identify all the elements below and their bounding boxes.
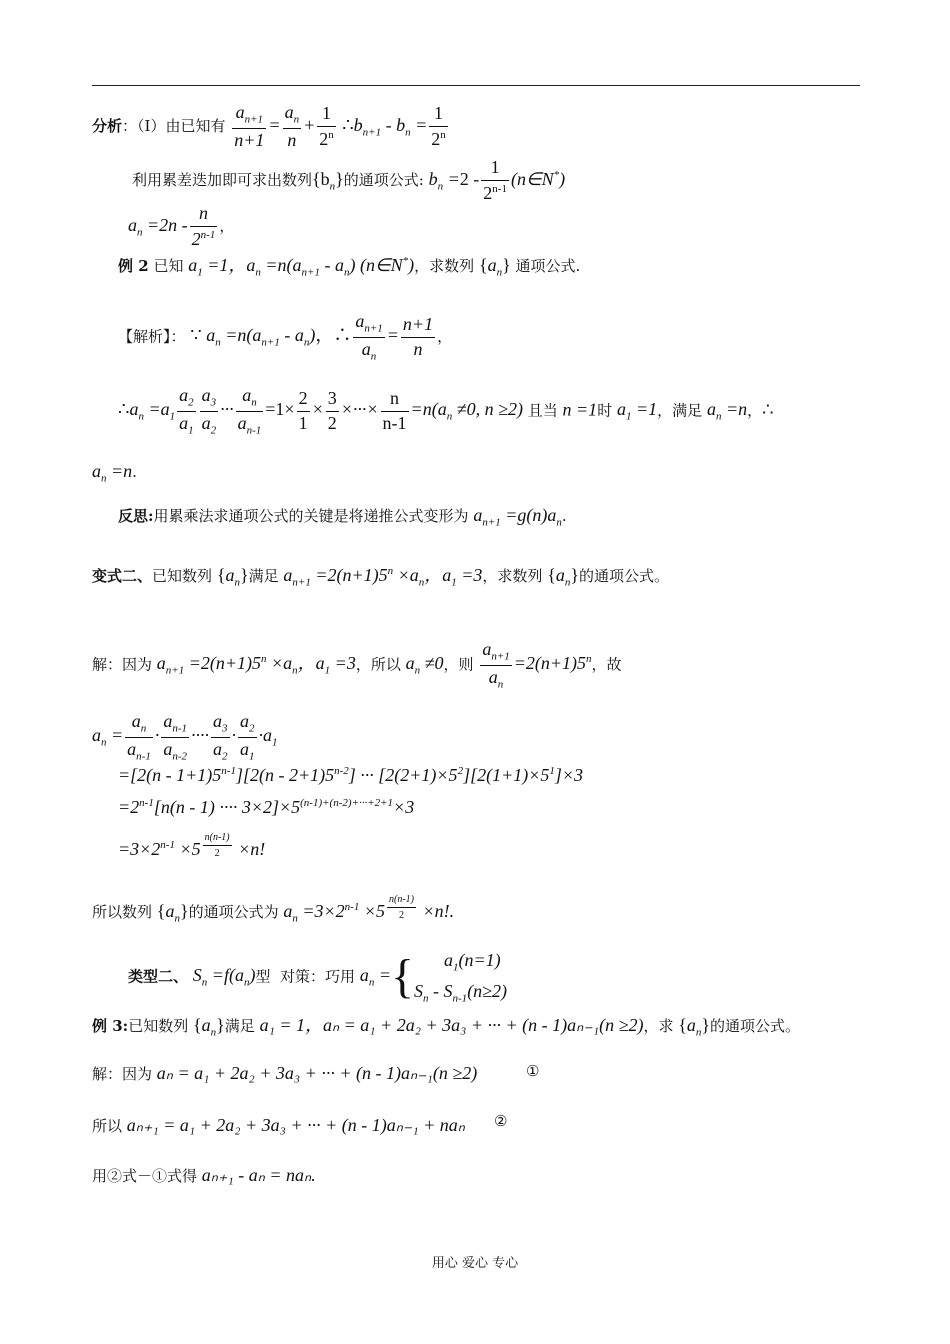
solution3-line3 — [92, 1166, 316, 1184]
derivation-line4: $=3\times 2^{n-1} \times 5$ $^{\frac{n(n-1)}{2}}$ ×n! — [118, 832, 266, 860]
variant2-label: 变式二、 — [92, 567, 153, 585]
result2-line: $a_n =n$. — [92, 461, 137, 485]
product-line: $\therefore a_n =a_1$ $\frac{a_2}{a_1}$ $\frac{a_3}{a_2}$ ··· $\frac{a_n}{a_{n-1}}$ =1× $\frac{2}{1}$ × $\frac{3}{2}$ ×···× $\frac{n}{n-1}$ $=n(a_n \ne 0$, n ≥2) 且当 n =1时 $a_1 =1$，满足 $a_n =n$，∴ — [118, 385, 774, 437]
an-line — [128, 204, 234, 250]
conclusion-text: 所以数列 — [92, 903, 153, 922]
solution3-eq1: aₙ = a₁ + 2a₂ + 3a₃ + ··· + (n - 1)aₙ₋₁(n ≥2) — [156, 1063, 478, 1083]
analysis-intro: （I）由已知有 — [137, 116, 226, 135]
time-text: 时 — [597, 401, 613, 420]
example3-satisfies: 满足 — [224, 1017, 255, 1035]
derivation-line2: $=[2(n - 1+1)5^{n-1}][2(n - 2+1)5^{n-2}]$ ··· $[2(2+1)\times 5^2][2(1+1)\times 5^1]\times 3$ — [118, 765, 584, 785]
derivation-line3: $=2^{n-1}[n(n - 1)$ ···· $3\times 2]\times 5^{(n-1)+(n-2)+\cdot\cdot\cdot+2+1}\times 3$ — [118, 797, 415, 817]
analysis-colon: ： — [122, 116, 138, 135]
solution3-eq2: aₙ₊₁ = a₁ + 2a₂ + 3a₃ + ··· + (n - 1)aₙ₋₁ + naₙ — [126, 1115, 465, 1135]
general-text: 的通项公式: — [343, 170, 424, 189]
solution-v2-label: 解：因为 — [92, 655, 153, 674]
variant2-line: 变式二、已知数列 $\{a_n\}$满足 $a_{n+1} =2(n+1)5^n \times a_n$，$a_1 =3$，求数列 $\{a_n\}$的通项公式。 — [92, 565, 670, 589]
bn-formula: $b_n =2$ - $\frac{1}{2^{n-1}}$ (n∈N*) — [428, 157, 566, 203]
satisfies-text: ，满足 — [657, 401, 703, 420]
example2-given: 已知 — [153, 257, 184, 275]
seq-b: $\{b_n\}$ — [312, 168, 344, 193]
solution2-label: 【解析】： — [118, 327, 186, 346]
so-text: ，所以 — [355, 655, 401, 674]
type2-label: 类型二、 — [128, 967, 189, 986]
solution3-so: 所以 — [92, 1117, 123, 1135]
conclusion-general: 的通项公式为 — [188, 903, 279, 922]
solution3-subtract: 用②式－①式得 — [92, 1167, 198, 1185]
variant2-general: 的通项公式。 — [579, 567, 670, 585]
solution3-label: 解：因为 — [92, 1065, 153, 1083]
derivation-line1: $a_n$ = $\frac{a_n}{a_{n-1}}$ · $\frac{a_{n-1}}{a_{n-2}}$ ···· $\frac{a_3}{a_2}$ · $\frac{a_2}{a_1}$ $\cdot a_1$ — [92, 711, 278, 763]
result2-formula: $a_n =n$ — [92, 461, 133, 485]
example3-general: 的通项公式。 — [710, 1017, 801, 1035]
analysis-line — [92, 103, 450, 150]
example2-label: 例 2 — [118, 257, 149, 275]
page-footer: 用心 爱心 专心 — [431, 1256, 519, 1271]
solution3-eq3: aₙ₊₁ - aₙ = naₙ. — [201, 1165, 316, 1185]
solution2-formula: ∵ $a_n =n(a_{n+1} - a_n)$，∴ $\frac{a_{n+1}}{a_n}$ = $\frac{n+1}{n}$ — [190, 311, 434, 363]
example2-general: 通项公式. — [515, 257, 581, 275]
type2-word: 型 — [255, 967, 271, 986]
marker-2: ② — [494, 1112, 508, 1130]
example3-find: ，求 — [643, 1017, 674, 1035]
an-formula: $a_n =2n$ - $\frac{n}{2^{n-1}}$ — [128, 203, 216, 249]
example2-line — [118, 256, 580, 279]
example3-given: 已知数列 — [128, 1017, 189, 1035]
marker-1: ① — [526, 1062, 540, 1080]
analysis-formula: $\frac{a_{n+1}}{n+1}$ = $\frac{a_n}{n}$ + $\frac{1}{2^n}$ $\therefore b_{n+1} - b_n$ = $\frac{1}{2^n}$ — [234, 102, 446, 150]
variant2-formula: $a_{n+1} =2(n+1)5^n \times a_n$，$a_1 =3$ — [283, 565, 483, 589]
type2-strategy: 对策：巧用 — [280, 967, 356, 986]
solution3-line1 — [92, 1064, 477, 1082]
conclusion-v2-line: 所以数列 $\{a_n\}$的通项公式为 $a_n =3\times 2^{n-1} \times 5$ $^{\frac{n(n-1)}{2}}$ ×n!. — [92, 894, 455, 925]
solution-v2-line: 解：因为 $a_{n+1} =2(n+1)5^n \times a_n$，$a_1 =3$，所以 $a_n \ne 0$，则 $\frac{a_{n+1}}{a_n}$ $=2(n+1)5^n$，故 — [92, 639, 622, 691]
and-when: 且当 — [527, 401, 558, 420]
recur-text: 利用累差迭加即可求出数列 — [132, 170, 313, 189]
reflect-formula: $a_{n+1} =g(n)a_n$ — [473, 505, 562, 529]
example2-cond: $a_1 =1$，$a_n =n(a_{n+1} - a_n)$ (n∈N*) — [188, 255, 415, 279]
solution2-line: 【解析】： ∵ $a_n =n(a_{n+1} - a_n)$，∴ $\frac{a_{n+1}}{a_n}$ = $\frac{n+1}{n}$ ， — [118, 311, 453, 363]
example2-find: ，求数列 — [414, 257, 475, 275]
an-comma: ， — [219, 216, 235, 235]
variant2-satisfies: 满足 — [248, 567, 279, 585]
reflect-label: 反思: — [118, 507, 154, 525]
analysis-label: 分析 — [92, 116, 123, 135]
variant2-given: 已知数列 — [152, 567, 213, 585]
recur-line — [132, 158, 565, 204]
reflect-text: 用累乘法求通项公式的关键是将递推公式变形为 — [153, 507, 469, 525]
header-rule — [92, 85, 860, 86]
example3-cond: a₁ = 1，aₙ = a₁ + 2a₂ + 3a₃ + ··· + (n - 1)aₙ₋₁(n ≥2) — [259, 1015, 644, 1035]
solution3-line2 — [92, 1116, 465, 1134]
example3-line: 例 3:已知数列 $\{a_n\}$满足 a₁ = 1，aₙ = a₁ + 2a₂ + 3a₃ + ··· + (n - 1)aₙ₋₁(n ≥2)，求 $\{a_n\}$的通项公式。 — [92, 1015, 801, 1039]
example2-seq: $\{a_n\}$ — [478, 255, 511, 279]
type2-line: 类型二、 $S_n =f(a_n)$型 对策：巧用 $a_n$ ={ $a_1(n=1)$ $S_n - S_{n-1}(n\ge 2)$ — [128, 950, 508, 1005]
variant2-find: ，求数列 — [482, 567, 543, 585]
example3-label: 例 3: — [92, 1017, 129, 1035]
reflect-line: 反思:用累乘法求通项公式的关键是将递推公式变形为 $a_{n+1} =g(n)a_n$. — [118, 505, 567, 529]
hence-text: ，故 — [591, 655, 622, 674]
then-text: ，则 — [443, 655, 474, 674]
product-formula: $\therefore a_n =a_1$ $\frac{a_2}{a_1}$ $\frac{a_3}{a_2}$ ··· $\frac{a_n}{a_{n-1}}$ =1× $\frac{2}{1}$ × $\frac{3}{2}$ ×···× $\frac{n}{n-1}$ $=n(a_n \ne 0$, n ≥2) — [118, 385, 523, 437]
